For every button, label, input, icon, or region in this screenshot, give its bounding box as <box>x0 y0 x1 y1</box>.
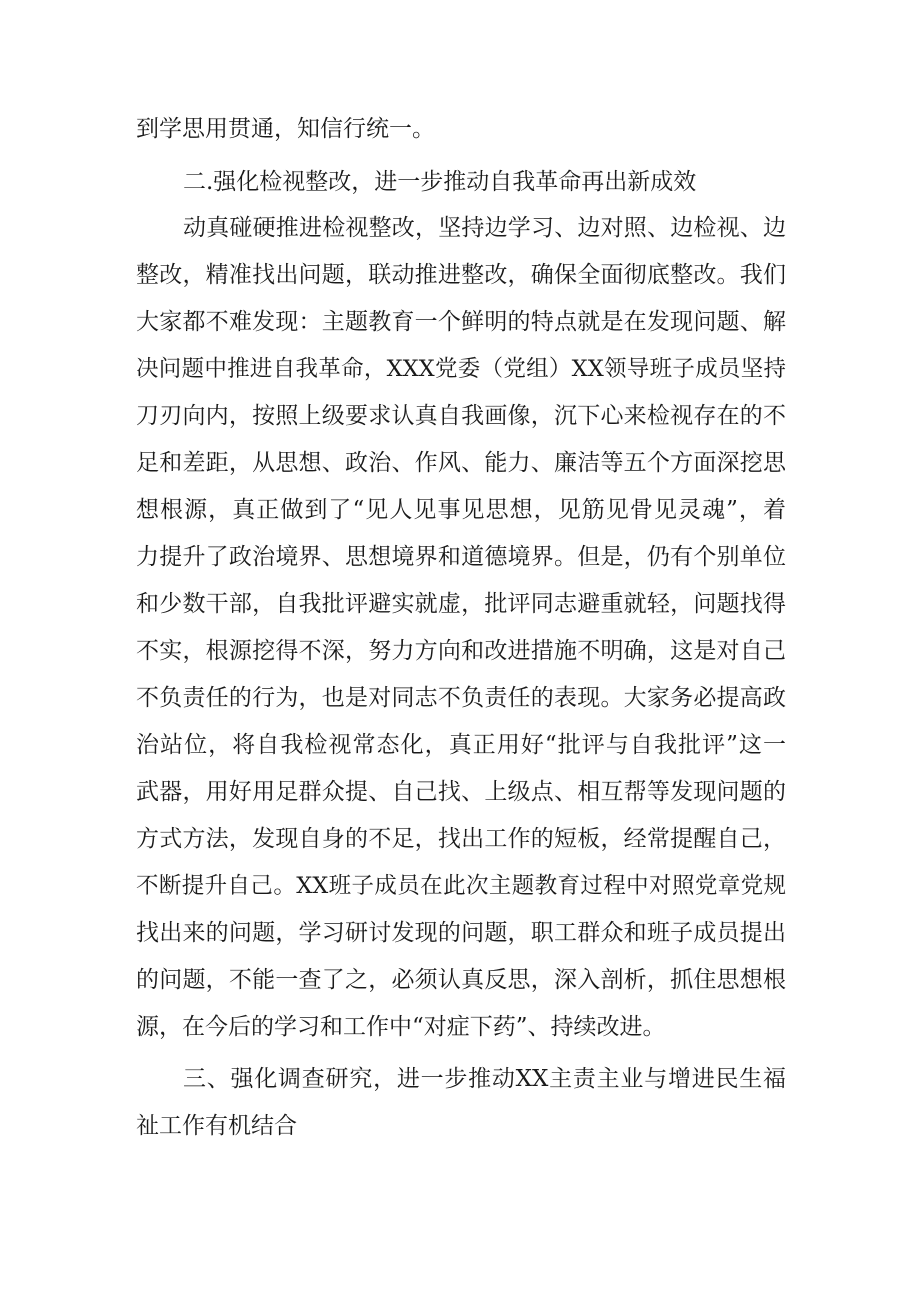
text-line-11: 和少数干部，自我批评避实就虚，批评同志避重就轻，问题找得 <box>136 591 786 617</box>
text-line-6: 决问题中推进自我革命，XXX党委（党组）XX领导班子成员坚持 <box>136 356 786 382</box>
section-heading-2: 二.强化检视整改，进一步推动自我革命再出新成效 <box>183 169 697 195</box>
text-line-19: 的问题，不能一查了之，必须认真反思，深入剖析，抓住思想根 <box>136 967 786 993</box>
text-line-12: 不实，根源挖得不深，努力方向和改进措施不明确，这是对自己 <box>136 638 786 664</box>
text-line-5: 大家都不难发现：主题教育一个鲜明的特点就是在发现问题、解 <box>136 309 786 335</box>
text-line-9: 想根源，真正做到了“见人见事见思想，见筋见骨见灵魂”，着 <box>136 497 786 523</box>
text-line-17: 不断提升自己。XX班子成员在此次主题教育过程中对照党章党规 <box>136 873 786 899</box>
text-line-7: 刀刃向内，按照上级要求认真自我画像，沉下心来检视存在的不 <box>136 403 786 429</box>
text-line-10: 力提升了政治境界、思想境界和道德境界。但是，仍有个别单位 <box>136 544 786 570</box>
section-heading-3: 三、强化调查研究，进一步推动XX主责主业与增进民生福 <box>183 1066 786 1092</box>
text-line-13: 不负责任的行为，也是对同志不负责任的表现。大家务必提高政 <box>136 685 786 711</box>
text-line-15: 武器，用好用足群众提、自己找、上级点、相互帮等发现问题的 <box>136 779 786 805</box>
text-line-14: 治站位，将自我检视常态化，真正用好“批评与自我批评”这一 <box>136 732 786 758</box>
text-line-3: 动真碰硬推进检视整改，坚持边学习、边对照、边检视、边 <box>183 215 786 241</box>
text-line-1: 到学思用贯通，知信行统一。 <box>136 116 435 142</box>
text-line-8: 足和差距，从思想、政治、作风、能力、廉洁等五个方面深挖思 <box>136 450 786 476</box>
text-line-20: 源，在今后的学习和工作中“对症下药”、持续改进。 <box>136 1014 666 1040</box>
text-line-18: 找出来的问题，学习研讨发现的问题，职工群众和班子成员提出 <box>136 920 786 946</box>
text-line-22: 祉工作有机结合 <box>136 1113 297 1139</box>
text-line-16: 方式方法，发现自身的不足，找出工作的短板，经常提醒自己， <box>136 826 786 852</box>
text-line-4: 整改，精准找出问题，联动推进整改，确保全面彻底整改。我们 <box>136 262 786 288</box>
